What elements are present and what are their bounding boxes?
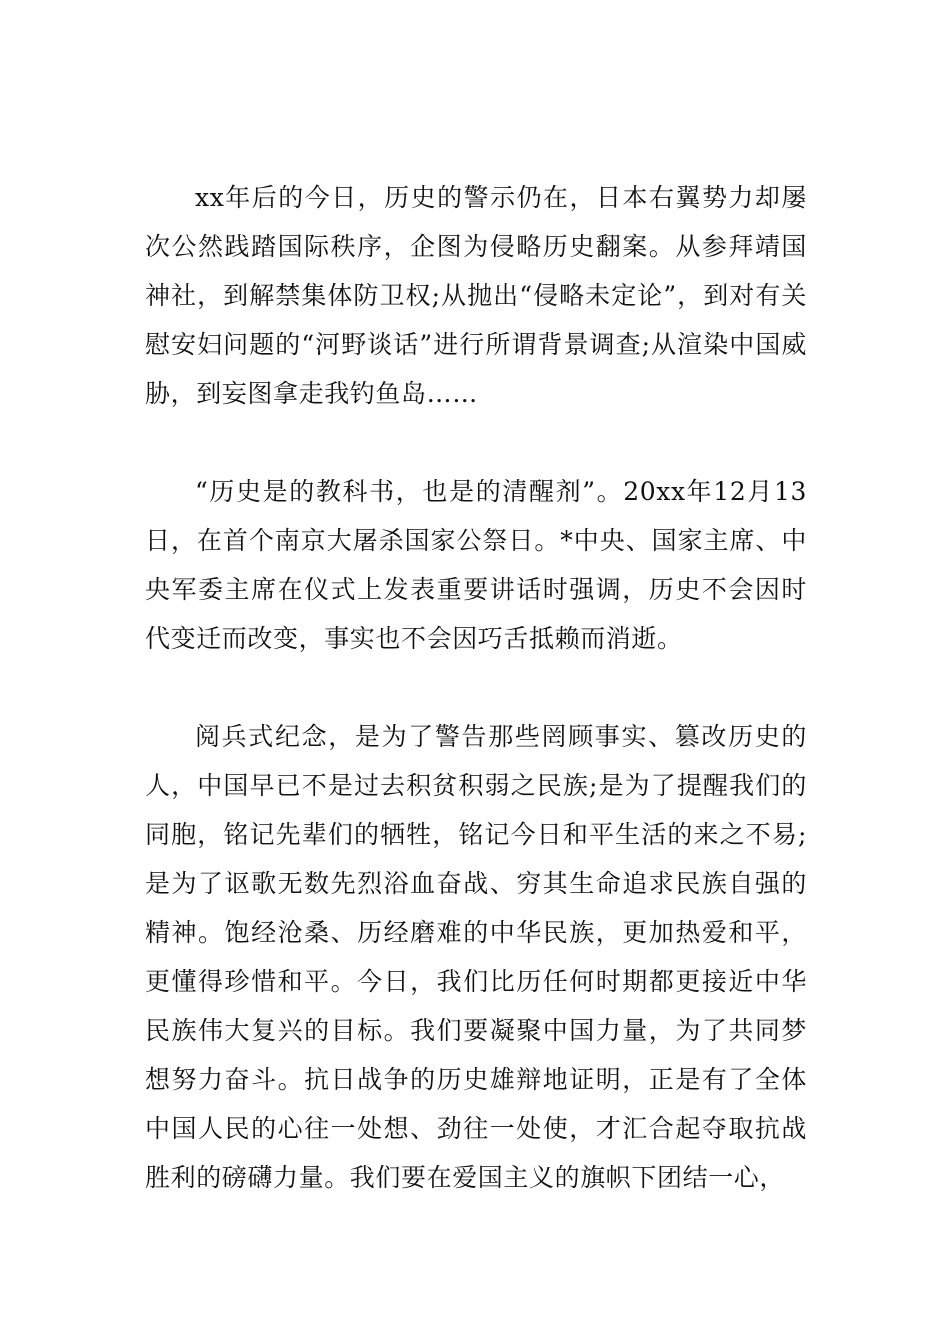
paragraph-memorial-day: “历史是的教科书，也是的清醒剂”。20xx年12月13日，在首个南京大屠杀国家公祭日。*中央、国家主席、中央军委主席在仪式上发表重要讲话时强调，历史不会因时代变迁而改变，事实也不会因巧舌抵赖而消逝。 — [145, 477, 807, 653]
paragraph-parade-commemoration: 阅兵式纪念，是为了警告那些罔顾事实、篡改历史的人，中国早已不是过去积贫积弱之民族;是为了提醒我们的同胞，铭记先辈们的牺牲，铭记今日和平生活的来之不易;是为了讴歌无数先烈浴血奋战、穷其生命追求民族自强的精神。饱经沧桑、历经磨难的中华民族，更加热爱和平，更懂得珍惜和平。今日，我们比历任何时期都更接近中华民族伟大复兴的目标。我们要凝聚中国力量，为了共同梦想努力奋斗。抗日战争的历史雄辩地证明，正是有了全体中国人民的心往一处想、劲往一处使，才汇合起夺取抗战胜利的磅礴力量。我们要在爱国主义的旗帜下团结一心， — [145, 722, 807, 1192]
paragraph-history-warning: xx年后的今日，历史的警示仍在，日本右翼势力却屡次公然践踏国际秩序，企图为侵略历史翻案。从参拜靖国神社，到解禁集体防卫权;从抛出“侵略未定论”，到对有关慰安妇问题的“河野谈话”进行所谓背景调查;从渲染中国威胁，到妄图拿走我钓鱼岛…… — [145, 183, 807, 408]
document-body — [145, 173, 807, 1202]
